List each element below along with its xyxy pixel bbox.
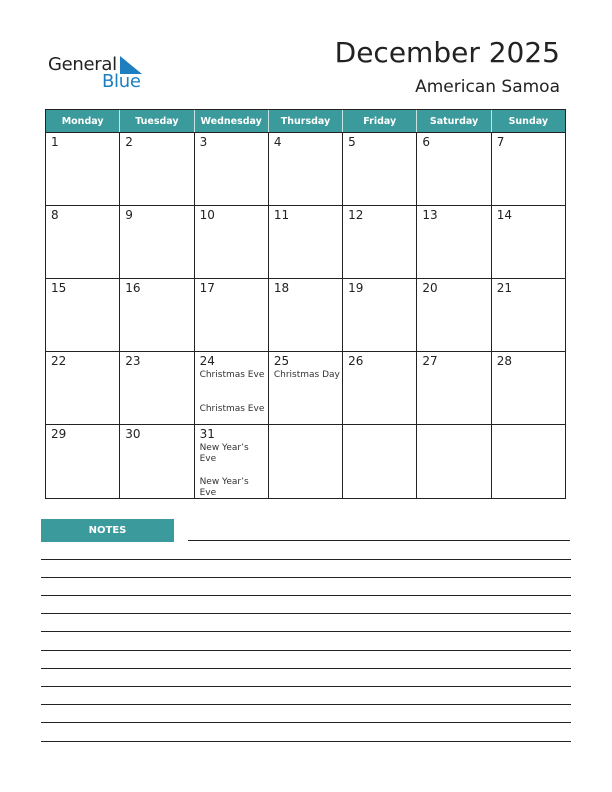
day-number: 25 <box>273 354 290 368</box>
day-cell <box>343 352 417 424</box>
day-number: 8 <box>51 208 59 222</box>
day-cell <box>269 206 343 278</box>
day-number: 24 <box>199 354 215 368</box>
day-cell <box>343 425 417 499</box>
notes-line <box>41 559 571 560</box>
day-cell <box>46 352 120 424</box>
day-number: 18 <box>273 281 290 295</box>
day-cell <box>343 279 417 351</box>
day-cell <box>417 352 491 424</box>
day-number: 17 <box>199 281 215 295</box>
day-number: 28 <box>496 354 512 368</box>
day-number: 31 <box>199 427 215 441</box>
page-title: December 2025 <box>334 36 560 69</box>
weekday-saturday: Saturday <box>417 110 491 132</box>
weekday-wednesday: Wednesday <box>195 110 269 132</box>
day-number: 10 <box>199 208 215 222</box>
day-cell <box>120 133 194 205</box>
logo-general-text: General <box>48 54 117 75</box>
day-cell <box>269 352 343 424</box>
week-row <box>46 279 565 352</box>
day-number: 5 <box>348 135 356 149</box>
page-subtitle: American Samoa <box>415 77 560 97</box>
day-number: 30 <box>125 427 141 441</box>
day-number: 7 <box>496 135 505 149</box>
day-cell <box>46 425 120 499</box>
generalblue-logo <box>48 52 148 92</box>
notes-line <box>41 704 571 705</box>
day-number: 9 <box>125 208 133 222</box>
holiday-label: New Year’s Eve <box>199 443 249 464</box>
day-number: 23 <box>125 354 141 368</box>
holiday-label: Christmas Eve <box>199 404 265 414</box>
day-number: 22 <box>51 354 67 368</box>
day-cell <box>269 425 343 499</box>
day-cell <box>195 133 269 205</box>
day-cell <box>492 352 565 424</box>
day-number: 4 <box>273 135 282 149</box>
day-cell <box>46 133 120 205</box>
calendar-grid <box>45 109 566 499</box>
logo-blue-text: Blue <box>102 71 141 92</box>
day-cell <box>343 133 417 205</box>
notes-line <box>41 595 571 596</box>
weekday-friday: Friday <box>343 110 417 132</box>
week-row <box>46 133 565 206</box>
week-row <box>46 425 565 499</box>
day-number: 6 <box>422 135 431 149</box>
day-cell <box>417 133 491 205</box>
day-cell <box>195 206 269 278</box>
notes-line <box>41 650 571 651</box>
day-number: 16 <box>125 281 141 295</box>
notes-line <box>41 577 571 578</box>
weekday-monday: Monday <box>46 110 120 132</box>
day-cell <box>492 279 565 351</box>
holiday-label: New Year’s Eve <box>199 477 249 498</box>
day-cell <box>120 425 194 499</box>
holiday-label: Christmas Day <box>273 370 340 380</box>
day-number: 11 <box>273 208 290 222</box>
notes-line <box>188 540 570 541</box>
day-number: 15 <box>51 281 67 295</box>
day-cell <box>120 352 194 424</box>
day-cell <box>492 206 565 278</box>
week-row <box>46 206 565 279</box>
day-cell <box>120 279 194 351</box>
notes-line <box>41 722 571 723</box>
day-cell <box>417 206 491 278</box>
day-cell <box>269 133 343 205</box>
weekday-thursday: Thursday <box>269 110 343 132</box>
day-number: 13 <box>422 208 438 222</box>
day-cell <box>195 352 269 424</box>
day-cell <box>269 279 343 351</box>
day-cell <box>492 133 565 205</box>
weekday-header <box>46 110 565 133</box>
notes-line <box>41 631 571 632</box>
day-cell <box>492 425 565 499</box>
day-cell <box>120 206 194 278</box>
day-number: 27 <box>422 354 438 368</box>
day-number: 20 <box>422 281 438 295</box>
day-number: 12 <box>348 208 364 222</box>
weekday-tuesday: Tuesday <box>120 110 194 132</box>
notes-line <box>41 741 571 742</box>
day-number: 21 <box>496 281 512 295</box>
day-cell <box>343 206 417 278</box>
notes-line <box>41 613 571 614</box>
weekday-sunday: Sunday <box>508 115 549 127</box>
week-row <box>46 352 565 425</box>
day-number: 19 <box>348 281 364 295</box>
day-number: 14 <box>496 208 512 222</box>
day-number: 26 <box>348 354 364 368</box>
day-cell <box>46 206 120 278</box>
day-cell <box>195 425 269 499</box>
day-number: 2 <box>125 135 133 149</box>
day-number: 1 <box>51 135 59 149</box>
day-cell <box>417 279 491 351</box>
holiday-label: Christmas Eve <box>199 370 265 380</box>
day-cell <box>195 279 269 351</box>
notes-header: NOTES <box>41 519 174 542</box>
notes-line <box>41 668 571 669</box>
day-number: 29 <box>51 427 67 441</box>
day-number: 3 <box>199 135 208 149</box>
day-cell <box>46 279 120 351</box>
day-cell <box>417 425 491 499</box>
notes-line <box>41 686 571 687</box>
